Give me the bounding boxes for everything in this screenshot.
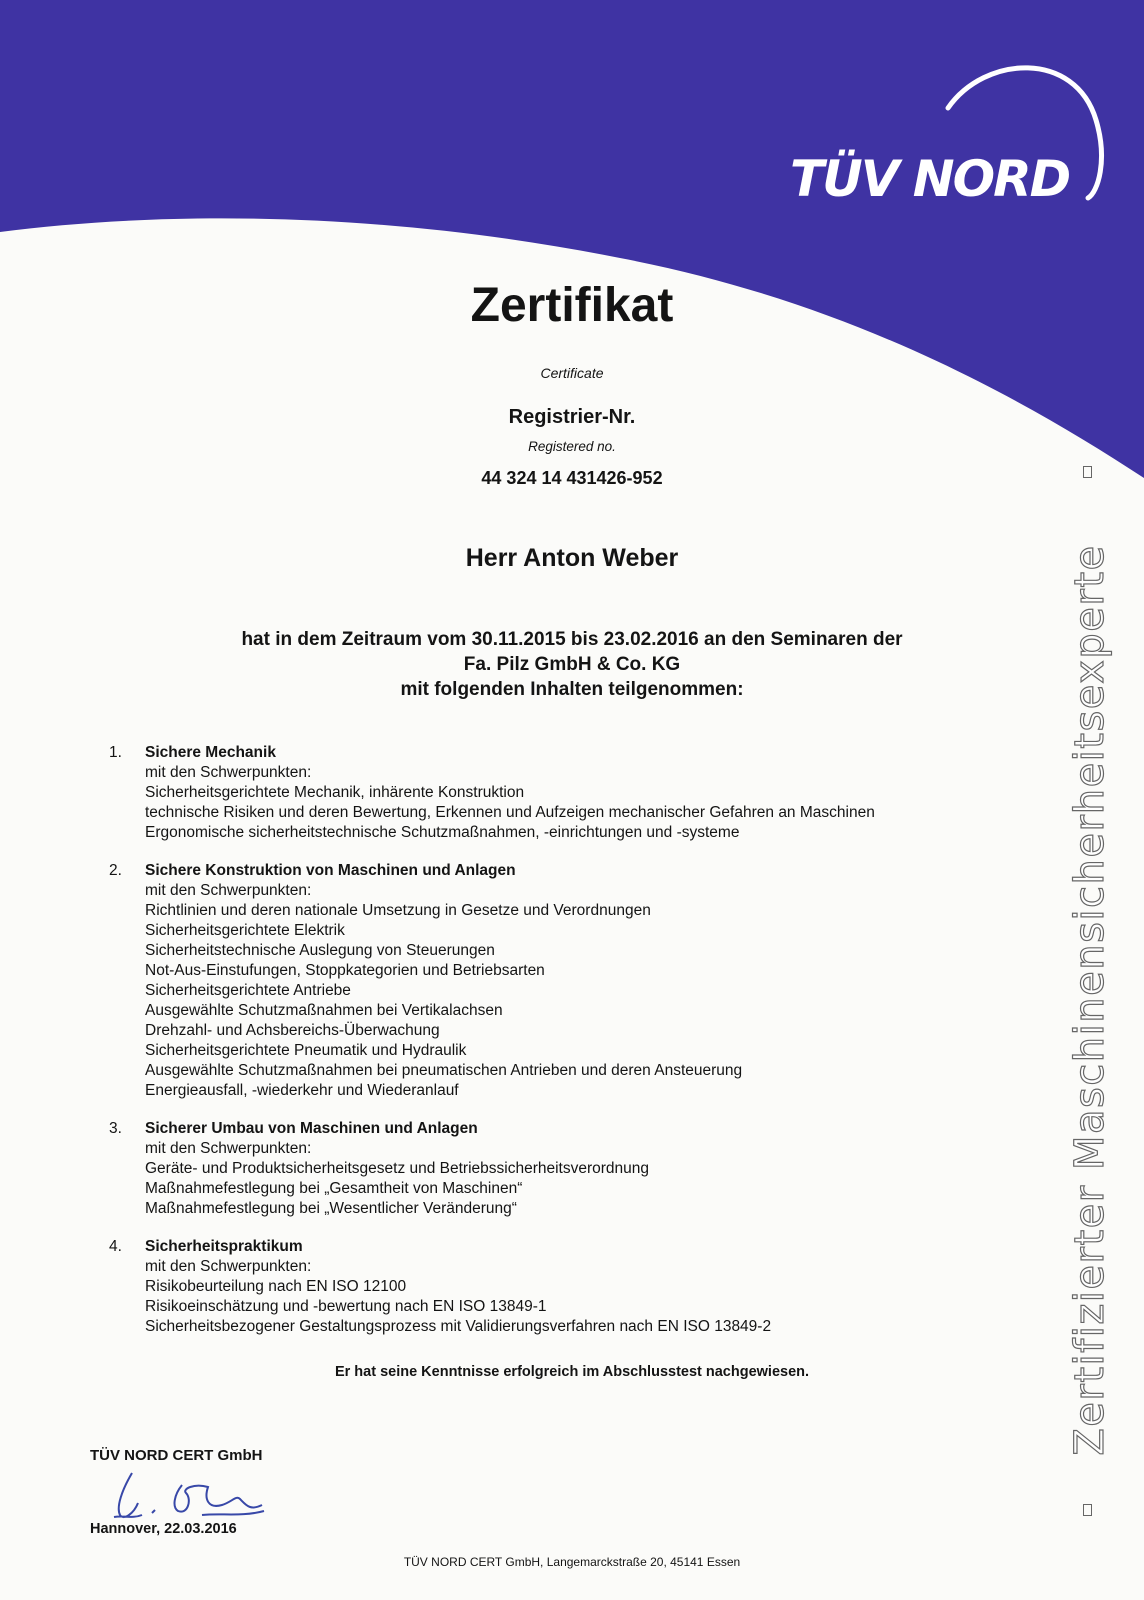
item-lead: mit den Schwerpunkten: [145,764,312,781]
item-number: 3. [109,1120,122,1137]
item-line: Sicherheitsgerichtete Pneumatik und Hydraulik [145,1042,467,1059]
item-line: Sicherheitsbezogener Gestaltungsprozess mit Validierungsverfahren nach EN ISO 13849-2 [145,1318,772,1335]
item-lead: mit den Schwerpunkten: [145,882,312,899]
item-line: Ausgewählte Schutzmaßnahmen bei pneumatischen Antrieben und deren Ansteuerung [145,1062,743,1079]
item-line: technische Risiken und deren Bewertung, Erkennen und Aufzeigen mechanischer Gefahren an Maschinen [145,804,875,821]
completion-statement: Er hat seine Kenntnisse erfolgreich im Abschlusstest nachgewiesen. [334,1364,810,1380]
item-lead: mit den Schwerpunkten: [145,1140,312,1157]
item-line: Risikobeurteilung nach EN ISO 12100 [145,1278,407,1295]
item-line: Sicherheitstechnische Auslegung von Steuerungen [145,942,495,959]
registration-number: 44 324 14 431426-952 [481,468,663,488]
intro-text [0,627,1144,702]
list-item [105,1119,985,1219]
item-number: 2. [109,862,122,879]
item-line: Drehzahl- und Achsbereichs-Überwachung [145,1022,440,1039]
side-box-top-icon [1083,466,1092,478]
item-line: Not-Aus-Einstufungen, Stoppkategorien und Betriebsarten [145,962,545,979]
list-item [105,861,985,1101]
item-title: Sichere Mechanik [145,744,276,761]
place-date: Hannover, 22.03.2016 [90,1521,237,1537]
side-title-wrap [1060,480,1120,1520]
intro-line: mit folgenden Inhalten teilgenommen: [400,679,744,700]
certificate-title: Zertifikat [470,279,674,332]
side-title: Zertifizierter Maschinensicherheitsexperte [1067,544,1113,1456]
item-title: Sicherheitspraktikum [145,1238,303,1255]
list-item [105,743,985,843]
item-lead: mit den Schwerpunkten: [145,1258,312,1275]
item-number: 4. [109,1238,122,1255]
intro-line: Fa. Pilz GmbH & Co. KG [463,654,681,675]
registration-label-en: Registered no. [528,439,616,454]
item-line: Ergonomische sicherheitstechnische Schutzmaßnahmen, -einrichtungen und -systeme [145,824,740,841]
item-title: Sicherer Umbau von Maschinen und Anlagen [145,1120,478,1137]
item-line: Geräte- und Produktsicherheitsgesetz und Betriebssicherheitsverordnung [145,1160,650,1177]
intro-line: hat in dem Zeitraum vom 30.11.2015 bis 23.02.2016 an den Seminaren der [241,629,903,650]
item-line: Sicherheitsgerichtete Elektrik [145,922,345,939]
item-line: Energieausfall, -wiederkehr und Wiederanlauf [145,1082,459,1099]
recipient-name: Herr Anton Weber [465,544,679,572]
signer-organization: TÜV NORD CERT GmbH [90,1447,263,1464]
item-line: Ausgewählte Schutzmaßnahmen bei Vertikalachsen [145,1002,503,1019]
certificate-title-en: Certificate [540,365,604,381]
item-title: Sichere Konstruktion von Maschinen und Anlagen [145,862,516,879]
item-line: Maßnahmefestlegung bei „Gesamtheit von Maschinen“ [145,1180,523,1197]
item-line: Risikoeinschätzung und -bewertung nach EN ISO 13849-1 [145,1298,547,1315]
item-line: Maßnahmefestlegung bei „Wesentlicher Veränderung“ [145,1200,517,1217]
registration-label: Registrier-Nr. [508,406,636,428]
footer-address: TÜV NORD CERT GmbH, Langemarckstraße 20, 45141 Essen [403,1555,741,1569]
seminar-list [105,743,985,1355]
item-line: Richtlinien und deren nationale Umsetzung in Gesetze und Verordnungen [145,902,651,919]
item-number: 1. [109,744,122,761]
item-line: Sicherheitsgerichtete Antriebe [145,982,351,999]
list-item [105,1237,985,1337]
signature-image [112,1465,282,1525]
item-line: Sicherheitsgerichtete Mechanik, inhärente Konstruktion [145,784,525,801]
side-box-bottom-icon [1083,1504,1092,1516]
tuv-nord-logo: TÜV NORD [790,150,1070,208]
